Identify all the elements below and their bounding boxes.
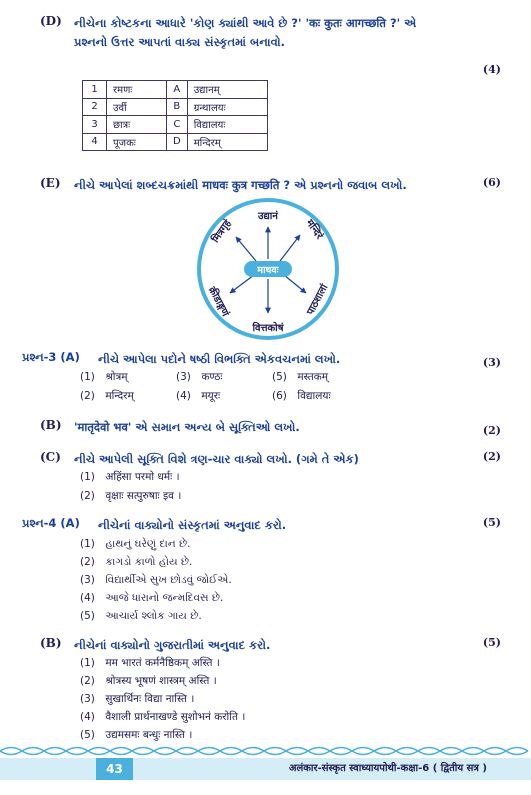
section-e-line1: નીચે આપેલાં શબ્દચક્રમાંથી माधवः कुत्र गच्छति ? એ પ્રશ્નનો જવાબ લખો. xyxy=(74,178,407,192)
item-text: श्रोत्रस्य भूषणं शास्त्रम् अस्ति । xyxy=(105,675,217,687)
question-4b-marks: (5) xyxy=(482,636,501,649)
row-word: छात्रः xyxy=(107,116,167,134)
section-d-tag: (D) xyxy=(40,14,62,28)
list-item xyxy=(272,389,331,403)
row-word: पूजकः xyxy=(107,133,167,151)
section-e-marks: (6) xyxy=(482,176,501,189)
table-row xyxy=(83,98,268,116)
item-number: (6) xyxy=(272,390,287,402)
section-d-line2: પ્રશ્નનો ઉત્તર આપતાં વાક્ય સંસ્કૃતમાં બનાવો. xyxy=(74,35,286,49)
item-number: (5) xyxy=(80,610,95,622)
item-text: कण्ठः xyxy=(201,371,223,383)
list-item xyxy=(80,370,128,384)
item-number: (4) xyxy=(80,711,95,723)
wheel-center-label: माधवः xyxy=(257,265,279,276)
item-number: (1) xyxy=(80,371,95,383)
arrow-top-right xyxy=(280,235,300,261)
row-value: ग्रन्थालयः xyxy=(187,98,267,116)
question-3c xyxy=(40,450,501,469)
section-d-marks: (4) xyxy=(482,63,501,76)
item-number: (2) xyxy=(80,556,95,568)
row-letter: D xyxy=(167,133,188,151)
wheel-label-top-left: मित्रगृहं xyxy=(210,218,234,245)
item-text: વિદ્યાર્થીએ સુખ છોડવું જોઈએ. xyxy=(105,574,232,586)
item-text: હાથનું ઘરેણું દાન છે. xyxy=(105,538,191,550)
wheel-label-bottom: वित्तकोषं xyxy=(252,323,284,334)
list-item xyxy=(80,389,134,403)
section-e-tag: (E) xyxy=(40,176,61,190)
item-number: (3) xyxy=(176,371,191,383)
item-number: (3) xyxy=(80,574,95,586)
item-number: (5) xyxy=(80,729,95,741)
question-3b-marks: (2) xyxy=(482,424,501,437)
list-item xyxy=(272,370,328,384)
question-4a-marks: (5) xyxy=(482,516,501,529)
list-item xyxy=(80,592,223,605)
wheel-label-left: क्रीडाङ्गणं xyxy=(205,285,231,319)
page-number: 43 xyxy=(96,758,133,780)
item-number: (4) xyxy=(80,592,95,604)
item-text: विद्यालयः xyxy=(297,390,331,402)
table-row xyxy=(83,116,268,134)
section-d-line1: નીચેના કોષ્ટકના આધારે 'કોણ ક્યાંથી આવે છે ?' 'कः कुतः आगच्छति ?' એ xyxy=(74,16,417,30)
row-letter: C xyxy=(167,116,188,134)
item-text: આજે ધારાનો જન્મદિવસ છે. xyxy=(105,592,224,604)
question-4b-line1: નીચેનાં વાક્યોનો ગુજરાતીમાં અનુવાદ કરો. xyxy=(74,638,271,652)
question-3a-items xyxy=(80,370,460,410)
question-4b-items xyxy=(80,656,440,752)
list-item xyxy=(80,710,245,724)
row-number: 1 xyxy=(83,81,107,99)
item-text: मस्तकम् xyxy=(297,371,329,383)
list-item xyxy=(80,728,192,742)
item-text: सुखार्थिनः विद्या नास्ति । xyxy=(105,693,195,705)
question-3b-tag: (B) xyxy=(40,418,62,432)
question-4a xyxy=(22,516,501,535)
footer-wave-ornament xyxy=(0,744,531,758)
item-number: (4) xyxy=(176,390,191,402)
row-value: विद्यालयः xyxy=(187,116,267,134)
wheel-label-right: पाठशालां xyxy=(305,282,331,317)
question-3a-line1: નીચે આપેલા પદોને ષષ્ઠી વિભક્તિ એકવચનમાં લખો. xyxy=(98,352,341,366)
item-text: उद्यमसमः बन्धुः नास्ति । xyxy=(105,729,193,741)
item-number: (2) xyxy=(80,390,95,402)
table-row xyxy=(83,81,268,99)
question-3c-items xyxy=(80,470,440,510)
arrow-top-left xyxy=(236,237,256,261)
row-word: उर्वी xyxy=(107,98,167,116)
item-text: કાગડો કાળો હોય છે. xyxy=(105,556,193,568)
item-number: (1) xyxy=(80,657,95,669)
list-item xyxy=(80,656,220,670)
item-number: (1) xyxy=(80,538,95,550)
item-text: આચાર્ય શ્લોક ગાય છે. xyxy=(105,610,202,622)
row-number: 4 xyxy=(83,133,107,151)
row-letter: A xyxy=(167,81,188,99)
row-value: मन्दिरम् xyxy=(187,133,267,151)
item-text: श्रोत्रम् xyxy=(105,371,128,383)
list-item xyxy=(80,692,194,706)
item-text: मयूरः xyxy=(201,390,221,402)
item-text: मम भारतं कर्मनैष्ठिकम् अस्ति । xyxy=(105,657,220,669)
list-item xyxy=(80,489,181,503)
arrow-right xyxy=(284,275,306,293)
row-number: 2 xyxy=(83,98,107,116)
question-4a-items xyxy=(80,538,440,634)
list-item xyxy=(80,556,192,569)
question-4a-line1: નીચેનાં વાક્યોનો સંસ્કૃતમાં અનુવાદ કરો. xyxy=(98,518,287,532)
question-3b-line1: 'मातृदेवो भव' એ સમાન અન્ય બે સૂક્તિઓ લખો. xyxy=(74,420,300,434)
question-3b xyxy=(40,418,501,437)
item-text: अहिंसा परमो धर्मः । xyxy=(105,471,180,483)
table-row xyxy=(83,133,268,151)
row-word: रमणः xyxy=(107,81,167,99)
row-number: 3 xyxy=(83,116,107,134)
list-item xyxy=(80,610,202,623)
arrow-left xyxy=(230,275,254,293)
question-4b-tag: (B) xyxy=(40,636,62,650)
list-item xyxy=(176,389,220,403)
item-text: मन्दिरम् xyxy=(105,390,134,402)
item-text: वृक्षाः सत्पुरुषाः इव । xyxy=(105,490,182,502)
list-item xyxy=(80,574,232,587)
wheel-label-top-right: मन्दिरं xyxy=(303,217,325,242)
bottom-margin xyxy=(0,780,531,795)
section-d xyxy=(40,14,501,76)
list-item xyxy=(176,370,223,384)
item-number: (2) xyxy=(80,490,95,502)
list-item xyxy=(80,470,180,484)
list-item xyxy=(80,674,217,688)
question-3a-marks: (3) xyxy=(482,356,501,369)
item-number: (2) xyxy=(80,675,95,687)
question-3c-marks: (2) xyxy=(482,450,501,463)
item-number: (3) xyxy=(80,693,95,705)
question-3c-line1: નીચે આપેલી સૂક્તિ વિશે ત્રણ-ચાર વાક્યો લખો. (ગમે તે એક) xyxy=(74,452,359,466)
item-text: वैशाली प्रार्थनाखण्डे सुशोभनं करोति । xyxy=(105,711,246,723)
wheel-label-top: उद्यानं xyxy=(258,211,278,222)
row-value: उद्यानम् xyxy=(187,81,267,99)
row-letter: B xyxy=(167,98,188,116)
item-number: (5) xyxy=(272,371,287,383)
item-number: (1) xyxy=(80,471,95,483)
question-3c-tag: (C) xyxy=(40,450,61,464)
footer-title: अलंकार-संस्कृत स्वाध्यायपोथी-कक्षा-6 ( द्वितीय सत्र ) xyxy=(288,763,487,774)
question-4b xyxy=(40,636,501,655)
question-3a-tag: પ્રશ્ન-3 (A) xyxy=(22,350,80,364)
list-item xyxy=(80,538,190,551)
matching-table xyxy=(82,80,268,151)
word-wheel xyxy=(196,197,340,341)
section-e xyxy=(40,176,501,195)
question-4a-tag: પ્રશ્ન-4 (A) xyxy=(22,516,80,530)
question-3a xyxy=(22,350,501,369)
